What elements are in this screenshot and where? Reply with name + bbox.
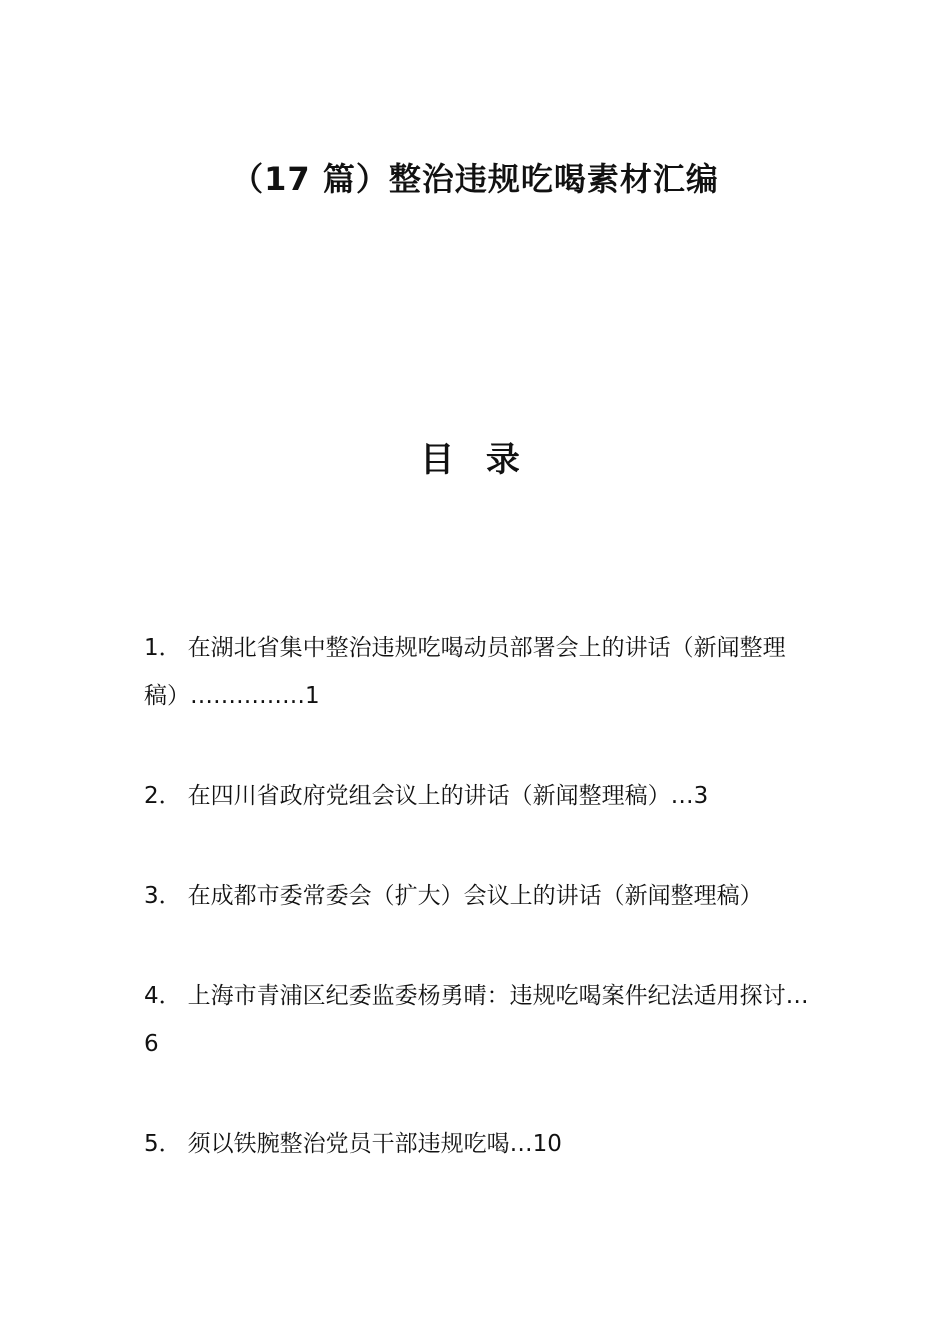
toc-item-1[interactable] — [144, 624, 809, 720]
toc-item-text: 在四川省政府党组会议上的讲话（新闻整理稿）…3 — [187, 783, 709, 809]
toc-item-number: 5． — [144, 1131, 182, 1157]
document-title: （17 篇）整治违规吃喝素材汇编 — [231, 160, 719, 198]
toc-item-4[interactable] — [144, 972, 809, 1068]
toc-list — [144, 624, 809, 1220]
toc-heading: 目 录 — [420, 440, 530, 480]
toc-item-number: 3． — [144, 883, 182, 909]
toc-item-2[interactable] — [144, 772, 809, 820]
toc-item-number: 2． — [144, 783, 182, 809]
toc-item-3[interactable] — [144, 872, 809, 920]
toc-item-5[interactable] — [144, 1120, 809, 1168]
toc-item-number: 4． — [144, 983, 182, 1009]
toc-item-text: 在成都市委常委会（扩大）会议上的讲话（新闻整理稿） — [187, 883, 763, 909]
toc-item-text: 在湖北省集中整治违规吃喝动员部署会上的讲话（新闻整理稿）……………1 — [144, 635, 786, 709]
toc-item-number: 1． — [144, 635, 182, 661]
toc-item-text: 须以铁腕整治党员干部违规吃喝…10 — [187, 1131, 562, 1157]
toc-item-text: 上海市青浦区纪委监委杨勇晴：违规吃喝案件纪法适用探讨…6 — [144, 983, 809, 1057]
